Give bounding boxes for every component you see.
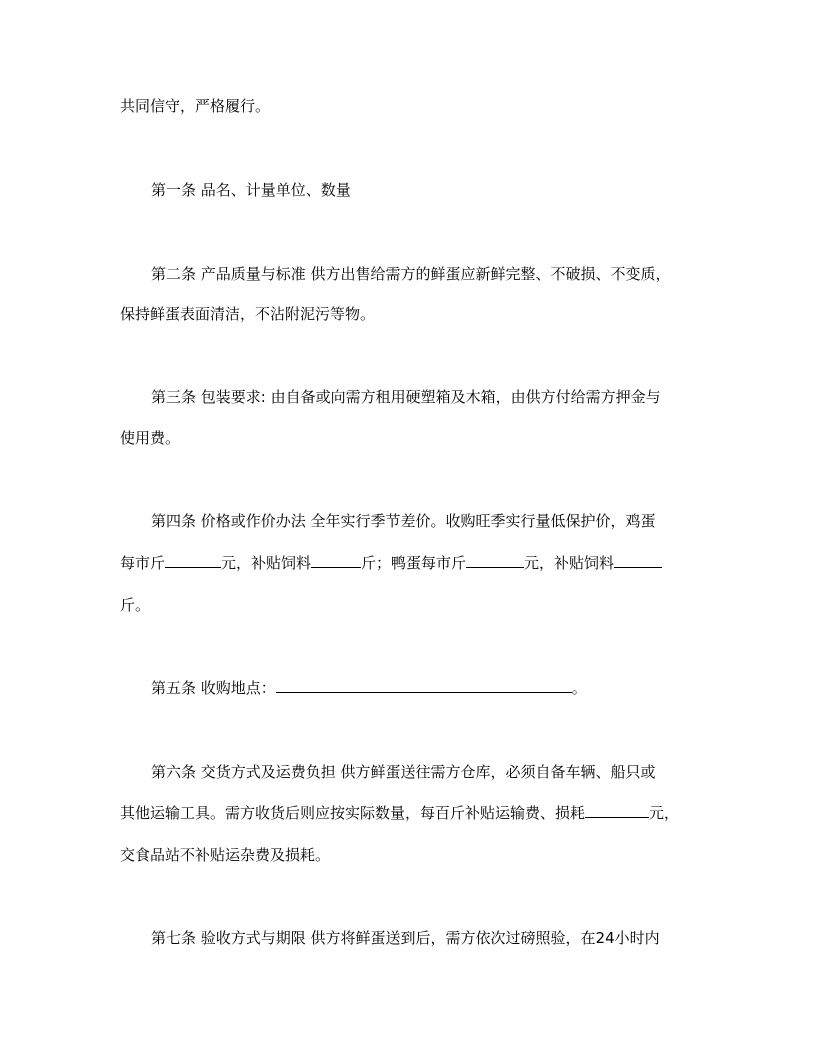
duck-egg-price-blank[interactable] [466,553,524,568]
article-4-seg-c: 斤；鸭蛋每市斤 [361,554,467,572]
article-5-label: 第五条 收购地点： [151,679,276,697]
article-4-line-1: 第四条 价格或作价办法 全年实行季节差价。收购旺季实行量低保护价，鸡蛋 [151,512,656,530]
article-6-line-3: 交食品站不补贴运杂费及损耗。 [120,846,331,864]
article-5-end: 。 [571,679,587,697]
article-4-line-3: 斤。 [120,596,151,614]
transport-subsidy-blank[interactable] [585,803,649,818]
article-6-line-2 [120,803,679,823]
egg-feed-blank[interactable] [311,553,361,568]
article-4-seg-b: 元，补贴饲料 [221,554,312,572]
article-3-line-2: 使用费。 [120,429,181,447]
article-3-line-1: 第三条 包装要求: 由自备或向需方租用硬塑箱及木箱，由供方付给需方押金与 [151,388,661,406]
article-6-seg-b: 元， [649,804,680,822]
article-7-line-1: 第七条 验收方式与期限 供方将鲜蛋送到后，需方依次过磅照验，在24小时内 [151,929,660,947]
article-2-line-2: 保持鲜蛋表面清洁，不沾附泥污等物。 [120,305,376,323]
egg-price-blank[interactable] [165,553,221,568]
article-1: 第一条 品名、计量单位、数量 [151,181,351,199]
article-6-seg-a: 其他运输工具。需方收货后则应按实际数量，每百斤补贴运输费、损耗 [120,804,586,822]
article-6-line-1: 第六条 交货方式及运费负担 供方鲜蛋送往需方仓库，必须自备车辆、船只或 [151,763,656,781]
article-4-line-2 [120,553,662,573]
intro-line: 共同信守，严格履行。 [120,97,271,115]
article-4-seg-a: 每市斤 [120,554,166,572]
article-2-line-1: 第二条 产品质量与标准 供方出售给需方的鲜蛋应新鲜完整、不破损、不变质， [151,265,671,283]
purchase-location-blank[interactable] [276,678,572,693]
article-4-seg-d: 元，补贴饲料 [524,554,615,572]
article-5 [151,678,587,698]
duck-egg-feed-blank[interactable] [614,553,662,568]
